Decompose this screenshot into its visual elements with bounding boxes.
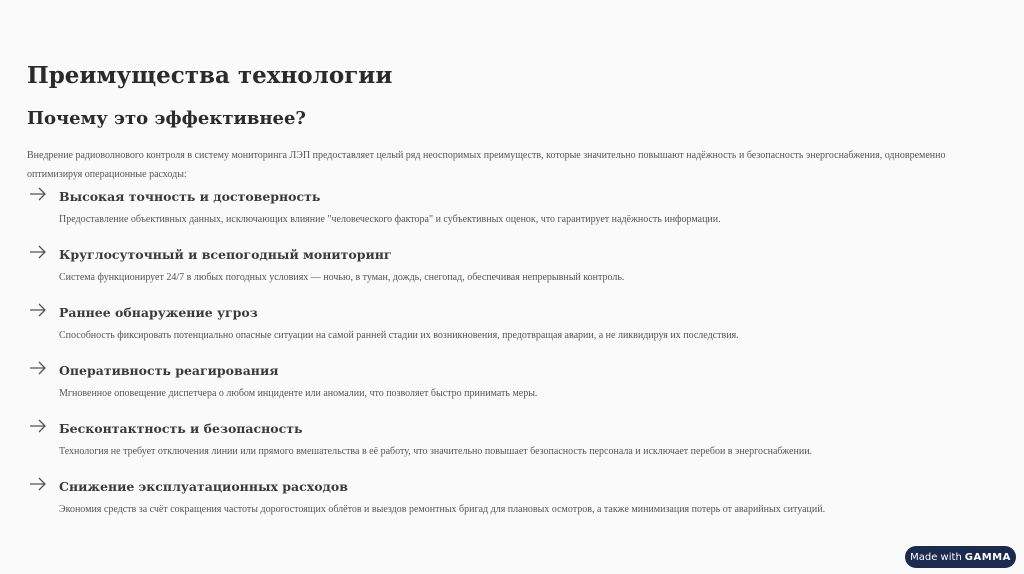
item-description: Мгновенное оповещение диспетчера о любом инциденте или аномалии, что позволяет быстро принимать меры. [59, 388, 538, 399]
made-with-gamma-badge[interactable] [905, 546, 1016, 568]
page-title: Преимущества технологии [27, 62, 393, 89]
item-description: Система функционирует 24/7 в любых погодных условиях — ночью, в туман, дождь, снегопад, обеспечивая непрерывный контроль. [59, 272, 625, 283]
item-title: Раннее обнаружение угроз [59, 305, 258, 320]
arrow-right-icon [29, 187, 47, 201]
list-item [27, 360, 987, 418]
item-description: Экономия средств за счёт сокращения частоты дорогостоящих облётов и выездов ремонтных бригад для плановых осмотров, а также минимизация потерь от аварийных ситуаций. [59, 504, 826, 515]
advantages-list [27, 186, 987, 534]
intro-text: Внедрение радиоволнового контроля в систему мониторинга ЛЭП предоставляет целый ряд неоспоримых преимуществ, которые значительно повышают надёжность и безопасность энергоснабжения, одновременно оптимизируя операционные расходы: [27, 150, 946, 180]
item-description: Технология не требует отключения линии или прямого вмешательства в её работу, что значительно повышает безопасность персонала и исключает перебои в энергоснабжении. [59, 446, 813, 457]
arrow-right-icon [29, 245, 47, 259]
arrow-right-icon [29, 361, 47, 375]
list-item [27, 302, 987, 360]
list-item [27, 186, 987, 244]
arrow-right-icon [29, 477, 47, 491]
item-title: Бесконтактность и безопасность [59, 421, 303, 436]
item-description: Предоставление объективных данных, исключающих влияние "человеческого фактора" и субъективных оценок, что гарантирует надёжность информации. [59, 214, 721, 225]
gamma-logo: GAMMA [964, 551, 1011, 563]
item-title: Высокая точность и достоверность [59, 189, 321, 204]
item-title: Оперативность реагирования [59, 363, 279, 378]
item-title: Круглосуточный и всепогодный мониторинг [59, 247, 392, 262]
arrow-right-icon [29, 419, 47, 433]
arrow-right-icon [29, 303, 47, 317]
page-subtitle: Почему это эффективнее? [27, 108, 306, 129]
list-item [27, 244, 987, 302]
list-item [27, 418, 987, 476]
badge-prefix: Made with [910, 551, 962, 563]
item-title: Снижение эксплуатационных расходов [59, 479, 348, 494]
list-item [27, 476, 987, 534]
item-description: Способность фиксировать потенциально опасные ситуации на самой ранней стадии их возникновения, предотвращая аварии, а не ликвидируя их последствия. [59, 330, 739, 341]
